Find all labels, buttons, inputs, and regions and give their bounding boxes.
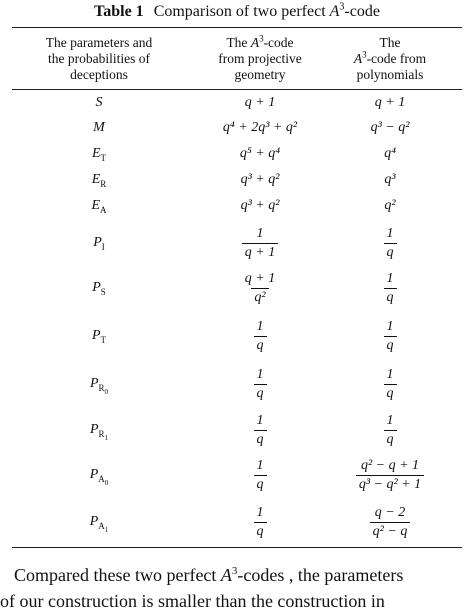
- row-projective-value: [190, 452, 330, 498]
- row-polynomial-value: [330, 266, 450, 310]
- fraction: $\frac{1}{q}$: [384, 271, 397, 306]
- row-projective-value: [190, 499, 330, 545]
- table-label: Table 1: [94, 3, 144, 20]
- fraction: $\frac{1}{q}$: [254, 458, 267, 493]
- row-parameter: $P_{R_0}$: [89, 376, 109, 396]
- row-projective-value: q⁵ + q⁴: [239, 146, 281, 161]
- fraction: $\frac{1}{q}$: [254, 367, 267, 402]
- column-header-polynomials: The $A^3$-code from polynomials: [353, 35, 427, 82]
- row-projective-value: [190, 266, 330, 310]
- paragraph-line-2: of our construction is smaller than the construction in: [0, 591, 385, 611]
- fraction: $\frac{1}{q}$: [384, 226, 397, 261]
- row-projective-value: q³ + q²: [240, 198, 280, 213]
- row-projective-value: q + 1: [244, 95, 276, 110]
- row-parameter: S: [95, 95, 103, 110]
- body-paragraph: [0, 562, 474, 614]
- row-parameter: $P_{A_0}$: [89, 467, 109, 487]
- row-parameter: $P_S$: [92, 280, 106, 297]
- row-polynomial-value: [330, 408, 450, 452]
- fraction: $\frac{1}{q}$: [384, 319, 397, 354]
- row-projective-value: [190, 362, 330, 406]
- row-parameter: M: [93, 120, 105, 135]
- row-parameter: $E_A$: [91, 198, 107, 215]
- row-projective-value: [190, 408, 330, 452]
- row-projective-value: [190, 222, 330, 264]
- row-parameter: $P_T$: [91, 328, 107, 345]
- row-polynomial-value: [330, 499, 450, 545]
- row-polynomial-value: q⁴: [384, 146, 396, 161]
- fraction: $\frac{1}{q}$: [384, 413, 397, 448]
- table-header-rule: [12, 89, 462, 90]
- row-projective-value: [190, 313, 330, 359]
- row-parameter: $P_{A_1}$: [89, 514, 109, 534]
- fraction: $\frac{q + 1}{\text{q²}}$: [244, 270, 276, 305]
- row-polynomial-value: q³ − q²: [370, 120, 410, 135]
- fraction: $\frac{\text{q² − q + 1}}{\text{q³ − q² + 1}}$: [356, 458, 424, 493]
- fraction: $\frac{1}{q}$: [254, 413, 267, 448]
- row-parameter: $P_I$: [93, 235, 105, 252]
- table-top-rule: [12, 27, 462, 28]
- row-polynomial-value: [330, 222, 450, 264]
- table-bottom-rule: [12, 547, 462, 548]
- fraction: $\frac{1}{q}$: [254, 319, 267, 354]
- row-parameter: $P_{R_1}$: [89, 422, 109, 442]
- table-title: Comparison of two perfect $A^3$-code: [153, 1, 380, 20]
- row-polynomial-value: [330, 362, 450, 406]
- fraction: $\frac{1}{q + 1}$: [242, 226, 278, 261]
- fraction: $\frac{1}{q}$: [254, 505, 267, 540]
- row-parameter: $E_T$: [91, 146, 107, 163]
- row-projective-value: q⁴ + 2q³ + q²: [222, 120, 298, 135]
- row-projective-value: q³ + q²: [240, 172, 280, 187]
- paragraph-line-1: Compared these two perfect $A^3$-codes , the parameters: [14, 565, 404, 585]
- row-polynomial-value: q³: [384, 172, 396, 187]
- fraction: $\frac{q - 2}{\text{q² − q}}$: [370, 505, 411, 540]
- row-polynomial-value: [330, 452, 450, 498]
- fraction: $\frac{1}{q}$: [384, 367, 397, 402]
- table-caption: [0, 0, 474, 26]
- column-header-parameters: The parameters and the probabilities of deceptions: [45, 35, 153, 82]
- row-parameter: $E_R$: [91, 172, 107, 189]
- row-polynomial-value: q + 1: [374, 95, 406, 110]
- column-header-projective: The $A^3$-code from projective geometry: [218, 33, 302, 82]
- row-polynomial-value: q²: [384, 198, 396, 213]
- row-polynomial-value: [330, 313, 450, 359]
